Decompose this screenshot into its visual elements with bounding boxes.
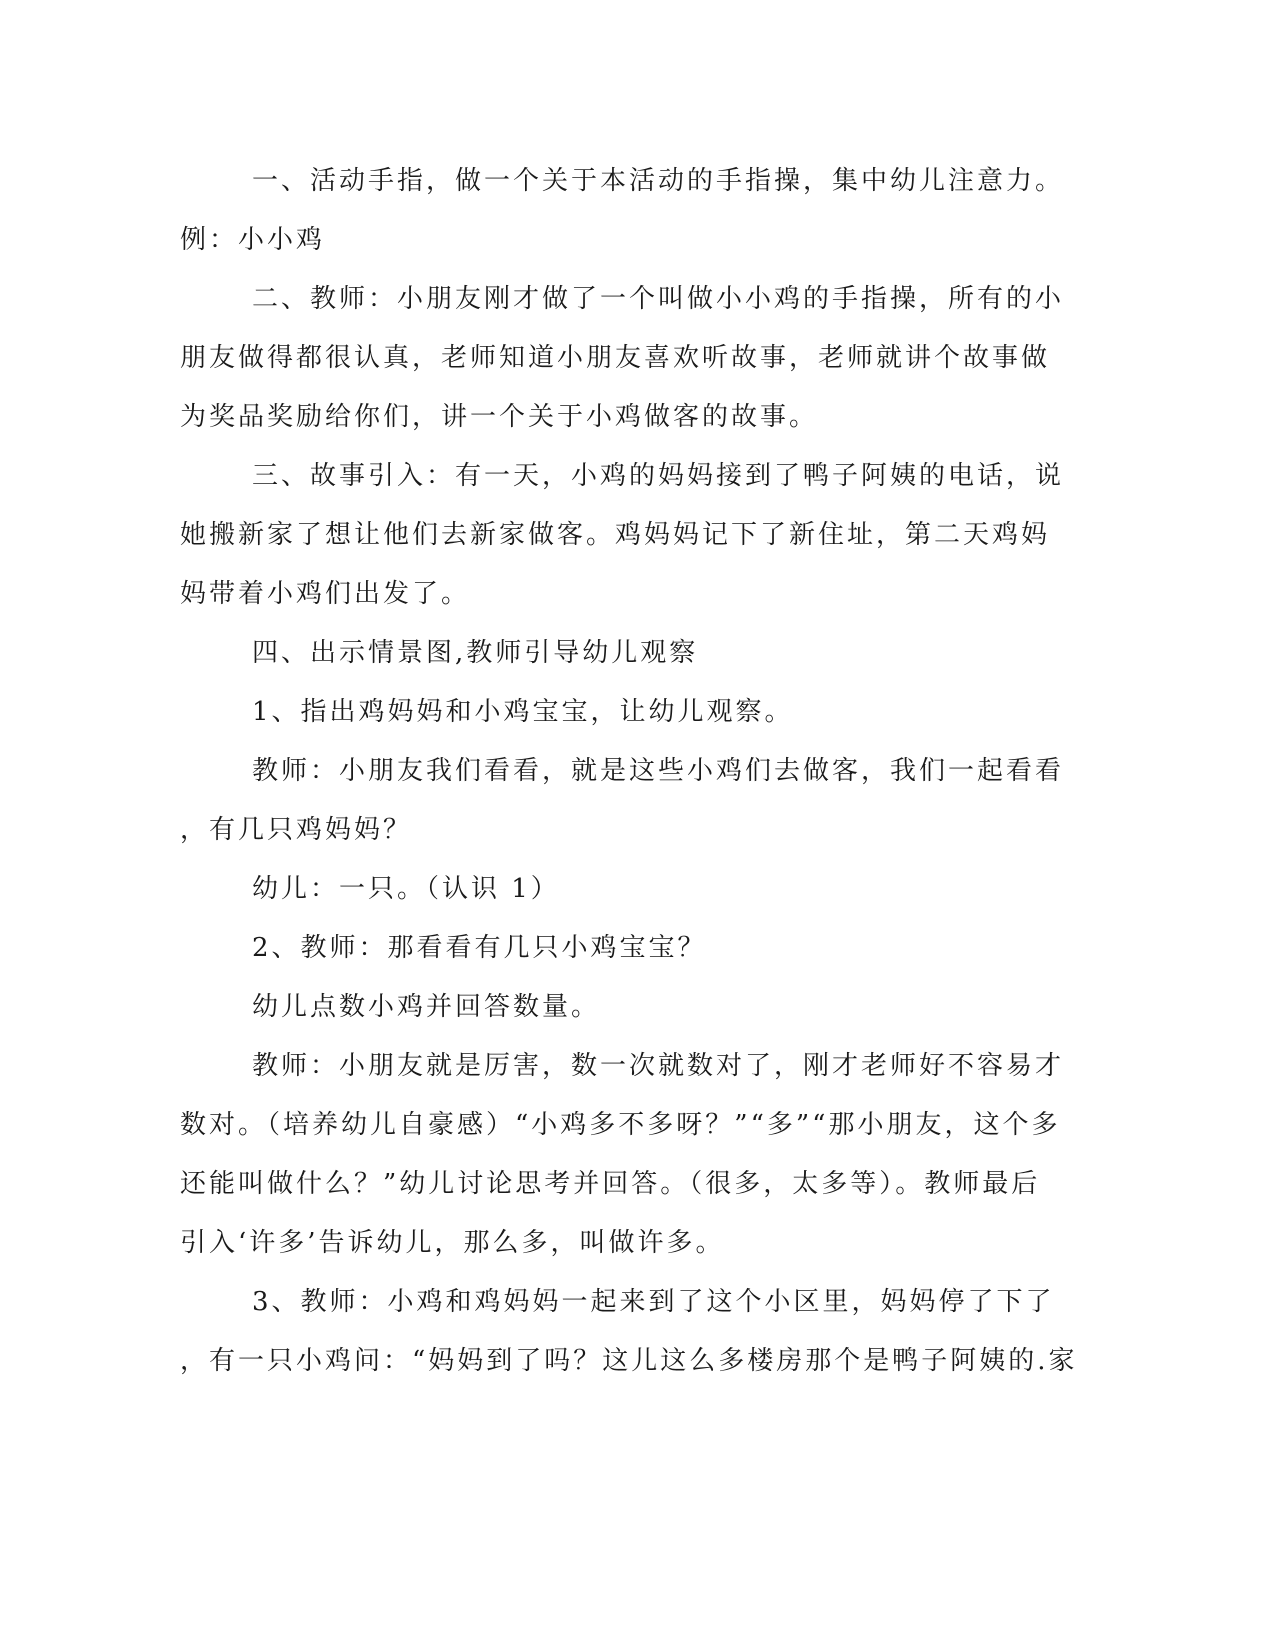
text-line: 还能叫做什么？”幼儿讨论思考并回答。（很多，太多等）。教师最后	[180, 1169, 1041, 1199]
text-line: 妈带着小鸡们出发了。	[180, 579, 471, 609]
text-line: 例：小小鸡	[180, 225, 326, 255]
text-line: ，有一只小鸡问：“妈妈到了吗？这儿这么多楼房那个是鸭子阿姨的.家	[180, 1346, 1078, 1376]
text-line: 幼儿：一只。（认识 1）	[252, 874, 560, 904]
text-line: 二、教师：小朋友刚才做了一个叫做小小鸡的手指操，所有的小	[252, 284, 1065, 314]
text-line: 四、出示情景图,教师引导幼儿观察	[252, 638, 699, 668]
text-line: 为奖品奖励给你们，讲一个关于小鸡做客的故事。	[180, 402, 819, 432]
text-line: 她搬新家了想让他们去新家做客。鸡妈妈记下了新住址，第二天鸡妈	[180, 520, 1051, 550]
text-line: 数对。（培养幼儿自豪感）“小鸡多不多呀？”“多”“那小朋友，这个多	[180, 1110, 1061, 1140]
text-line: 教师：小朋友就是厉害，数一次就数对了，刚才老师好不容易才	[252, 1051, 1065, 1081]
text-line: 教师：小朋友我们看看，就是这些小鸡们去做客，我们一起看看	[252, 756, 1065, 786]
text-line: 2、教师：那看看有几只小鸡宝宝？	[252, 933, 707, 963]
text-line: 三、故事引入：有一天，小鸡的妈妈接到了鸭子阿姨的电话，说	[252, 461, 1065, 491]
text-line: 1、指出鸡妈妈和小鸡宝宝，让幼儿观察。	[252, 697, 794, 727]
text-line: 一、活动手指，做一个关于本活动的手指操，集中幼儿注意力。	[252, 166, 1065, 196]
text-line: 幼儿点数小鸡并回答数量。	[252, 992, 601, 1022]
text-line: 朋友做得都很认真，老师知道小朋友喜欢听故事，老师就讲个故事做	[180, 343, 1051, 373]
text-line: ，有几只鸡妈妈？	[180, 815, 413, 845]
text-line: 引入‘许多’告诉幼儿，那么多，叫做许多。	[180, 1228, 725, 1258]
text-line: 3、教师：小鸡和鸡妈妈一起来到了这个小区里，妈妈停了下了	[252, 1287, 1055, 1317]
